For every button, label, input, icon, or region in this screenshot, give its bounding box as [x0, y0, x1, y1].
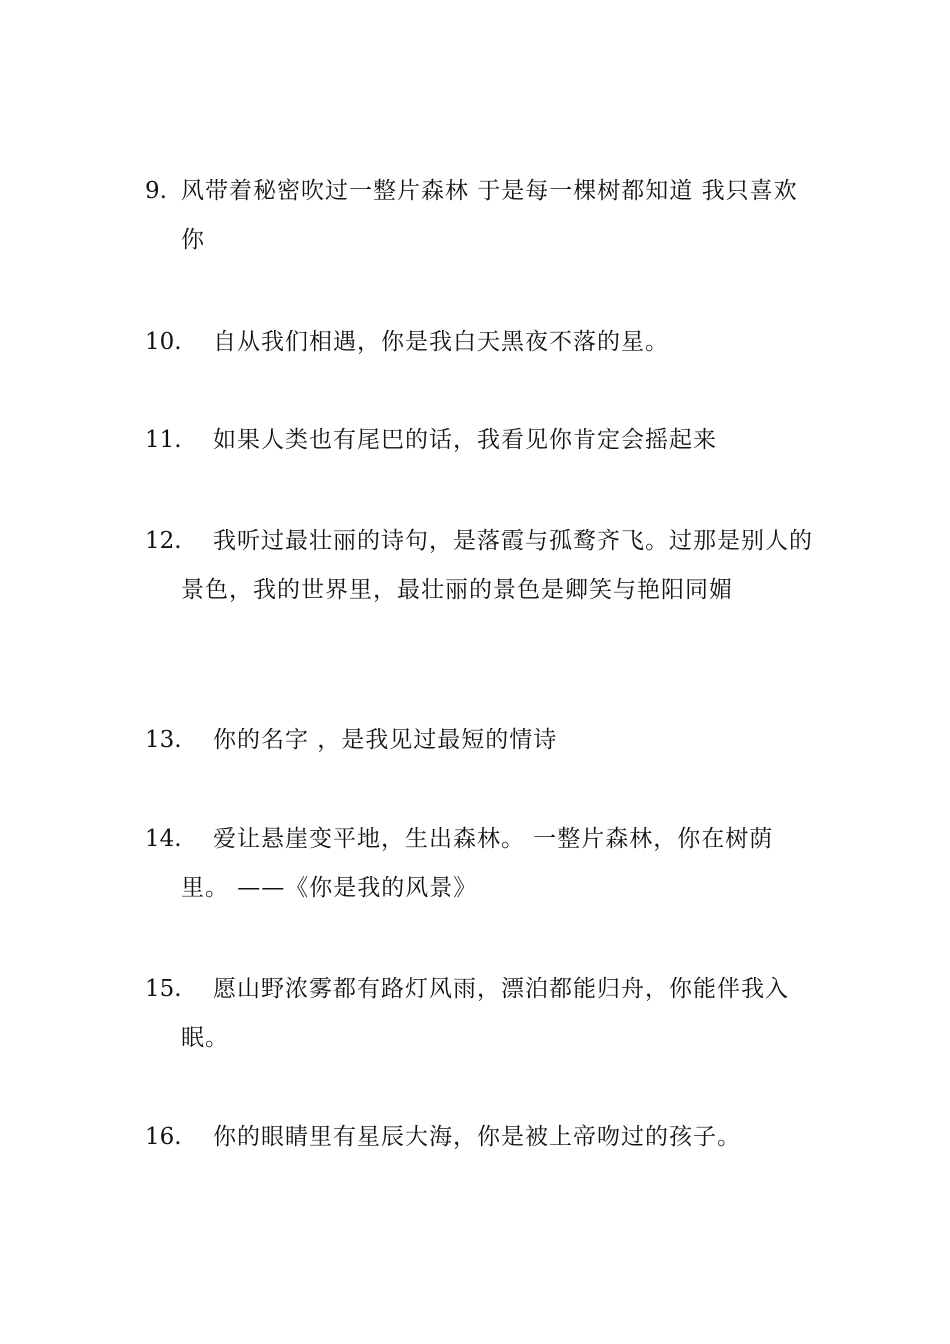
- list-item: [145, 318, 815, 367]
- list-item: [145, 517, 815, 615]
- item-number: 11.: [145, 427, 182, 453]
- item-text: 自从我们相遇，你是我白天黑夜不落的星。: [213, 329, 669, 355]
- item-text: 风带着秘密吹过一整片森林 于是每一棵树都知道 我只喜欢你: [181, 178, 798, 253]
- item-number: 9.: [145, 178, 167, 204]
- list-item: [145, 416, 815, 465]
- item-text: 你的名字 ，是我见过最短的情诗: [213, 727, 558, 753]
- item-text: 爱让悬崖变平地，生出森林。 一整片森林，你在树荫里。 ——《你是我的风景》: [181, 826, 774, 901]
- item-number: 15.: [145, 976, 182, 1002]
- item-text: 如果人类也有尾巴的话，我看见你肯定会摇起来: [213, 427, 717, 453]
- list-item: [145, 1113, 815, 1162]
- list-item: [145, 167, 815, 265]
- item-number: 13.: [145, 727, 182, 753]
- item-number: 10.: [145, 329, 182, 355]
- item-text: 你的眼睛里有星辰大海，你是被上帝吻过的孩子。: [213, 1124, 741, 1150]
- list-item: [145, 965, 815, 1063]
- item-text: 我听过最壮丽的诗句，是落霞与孤鹜齐飞。过那是别人的景色，我的世界里，最壮丽的景色是卿笑与艳阳同媚: [181, 528, 813, 603]
- item-number: 14.: [145, 826, 182, 852]
- list-item: [145, 815, 815, 913]
- item-text: 愿山野浓雾都有路灯风雨，漂泊都能归舟，你能伴我入眠。: [181, 976, 789, 1051]
- list-item: [145, 716, 815, 765]
- item-number: 12.: [145, 528, 182, 554]
- item-number: 16.: [145, 1124, 182, 1150]
